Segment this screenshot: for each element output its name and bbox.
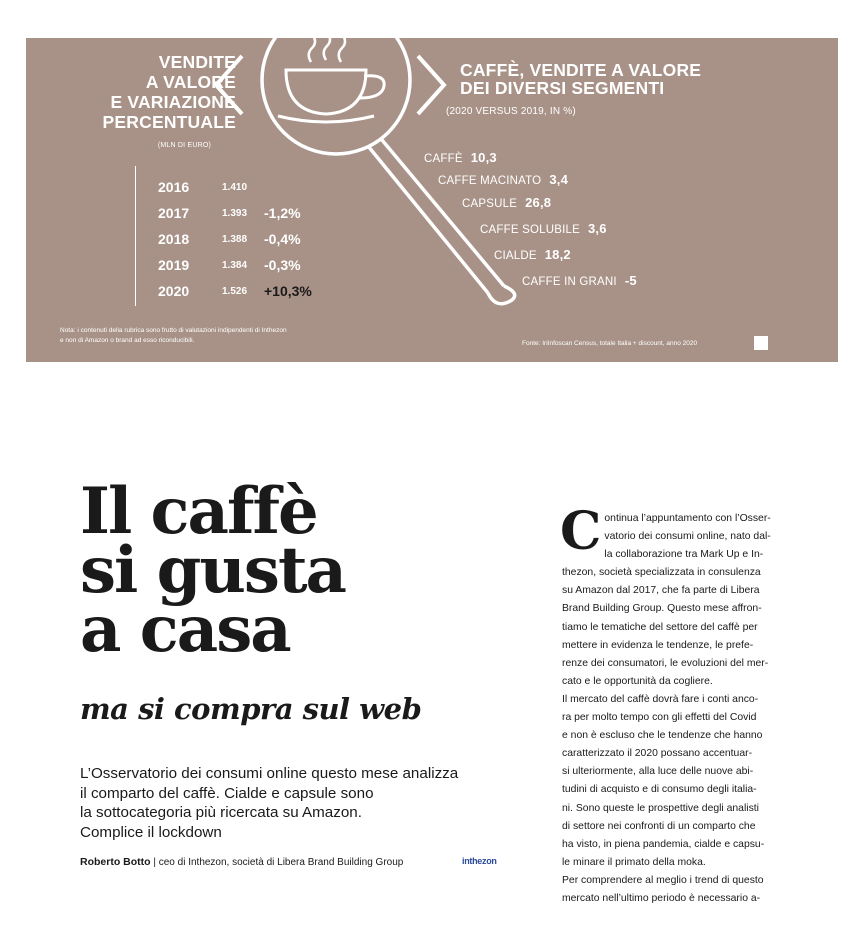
lead-line: L’Osservatorio dei consumi online questo mese analizza xyxy=(80,765,459,782)
year-change: -0,4% xyxy=(264,231,301,247)
left-title-line: VENDITE xyxy=(158,52,236,72)
segment-item xyxy=(494,247,571,262)
body-line: e non è escluso che le tendenze che hanno xyxy=(562,730,763,742)
left-title-line: PERCENTUALE xyxy=(102,112,236,132)
year-label: 2017 xyxy=(158,205,190,221)
year-change: -1,2% xyxy=(264,205,301,221)
body-line: tiamo le tematiche del settore del caffè per xyxy=(562,621,758,633)
lead-paragraph xyxy=(80,764,540,842)
subheadline: ma si compra sul web xyxy=(80,692,422,726)
note-line: e non di Amazon o brand ad esso riconducibili. xyxy=(60,337,195,344)
left-unit-label: (MLN DI EURO) xyxy=(157,142,211,149)
year-value: 1.410 xyxy=(222,182,248,193)
lead-line: Complice il lockdown xyxy=(80,823,222,841)
body-line: renze dei consumatori, le evoluzioni del mer- xyxy=(562,657,769,669)
right-title-line: DEI DIVERSI SEGMENTI xyxy=(460,78,665,98)
segment-label: CIALDE xyxy=(494,250,537,262)
body-paragraph xyxy=(562,691,784,872)
body-line: Brand Building Group. Questo mese affron- xyxy=(562,603,762,615)
body-paragraph xyxy=(560,501,784,691)
segment-item xyxy=(522,273,637,288)
corner-square xyxy=(754,336,768,350)
year-label: 2019 xyxy=(158,257,190,273)
headline xyxy=(80,474,550,667)
year-label: 2020 xyxy=(158,283,190,299)
segment-item xyxy=(438,172,568,187)
year-value: 1.388 xyxy=(222,234,248,245)
body-line: la collaborazione tra Mark Up e In- xyxy=(604,549,764,561)
right-chart-subtitle: (2020 VERSUS 2019, IN %) xyxy=(446,106,576,117)
body-line: mettere in evidenza le tendenze, le prefe- xyxy=(562,639,754,651)
body-line: Per comprendere al meglio i trend di questo xyxy=(562,874,764,886)
body-line: le minare il primato della moka. xyxy=(562,856,706,868)
headline-line: a casa xyxy=(80,592,290,667)
segment-label: CAFFE SOLUBILE xyxy=(480,224,580,236)
segment-value: 18,2 xyxy=(544,247,571,262)
left-chart-title xyxy=(86,52,236,132)
timeline-axis xyxy=(135,166,136,306)
body-line: thezon, società specializzata in consulenza xyxy=(562,567,761,579)
infographic-band xyxy=(26,38,838,362)
segment-value: 3,4 xyxy=(549,172,568,187)
body-line: ha visto, in piena pandemia, cialde e capsu- xyxy=(562,838,765,850)
right-title-line: CAFFÈ, VENDITE A VALORE xyxy=(460,60,702,80)
body-line: vatorio dei consumi online, nato dal- xyxy=(604,531,771,543)
body-line: cato e le opportunità da cogliere. xyxy=(562,675,713,687)
headline-line: Il caffè xyxy=(80,474,317,549)
drop-cap: C xyxy=(560,501,602,562)
body-line: ni. Sono queste le prospettive degli analisti xyxy=(562,802,759,814)
segment-label: CAFFE MACINATO xyxy=(438,175,542,187)
headline-line: si gusta xyxy=(80,533,345,608)
year-value: 1.393 xyxy=(222,208,248,219)
body-line: su Amazon dal 2017, che fa parte di Libera xyxy=(562,585,760,597)
byline xyxy=(80,856,520,868)
body-line: ra per molto tempo con gli effetti del Covid xyxy=(562,712,757,724)
author-role: | ceo di Inthezon, società di Libera Brand Building Group xyxy=(150,857,404,868)
body-line: ontinua l’appuntamento con l’Osser- xyxy=(604,513,771,524)
right-chart-title xyxy=(460,61,800,97)
year-label: 2018 xyxy=(158,231,190,247)
body-line: di settore nei confronti di un comparto che xyxy=(562,820,756,832)
segment-label: CAPSULE xyxy=(462,198,518,210)
left-title-line: E VARIAZIONE xyxy=(110,92,236,112)
segment-label: CAFFE IN GRANI xyxy=(522,276,617,288)
infographic-source: Fonte: IriInfoscan Census, totale Italia + discount, anno 2020 xyxy=(522,340,698,347)
segment-item xyxy=(424,150,497,165)
year-label: 2016 xyxy=(158,179,190,195)
body-line: si ulteriormente, alla luce delle nuove abi- xyxy=(562,766,754,778)
body-column xyxy=(560,501,784,908)
body-line: caratterizzato il 2020 possano accentuar- xyxy=(562,748,753,760)
year-change: -0,3% xyxy=(264,257,301,273)
author-name: Roberto Botto xyxy=(80,856,151,868)
year-value: 1.384 xyxy=(222,260,248,271)
body-paragraph xyxy=(562,872,784,908)
segment-value: 3,6 xyxy=(587,221,607,236)
left-title-line: A VALORE xyxy=(145,72,236,92)
segment-item xyxy=(462,195,551,210)
segment-value: 26,8 xyxy=(525,195,552,210)
inthezon-logo: inthezon xyxy=(462,856,497,866)
body-line: tudini di acquisto e di consumo degli italia- xyxy=(562,784,757,796)
year-value: 1.526 xyxy=(222,286,248,297)
segment-value: -5 xyxy=(624,273,637,288)
segment-item xyxy=(480,221,607,236)
segment-value: 10,3 xyxy=(470,150,497,165)
body-line: Il mercato del caffè dovrà fare i conti anco- xyxy=(562,693,759,705)
segment-label: CAFFÈ xyxy=(424,153,463,165)
lead-line: il comparto del caffè. Cialde e capsule sono xyxy=(80,784,374,802)
note-line: Nota: i contenuti della rubrica sono frutto di valutazioni indipendenti di Inthezon xyxy=(60,327,287,334)
year-change-highlight: +10,3% xyxy=(264,283,312,299)
infographic-note xyxy=(60,326,380,346)
body-line: mercato nell’ultimo periodo è necessario a- xyxy=(562,892,761,904)
lead-line: la sottocategoria più ricercata su Amazon. xyxy=(80,804,362,821)
